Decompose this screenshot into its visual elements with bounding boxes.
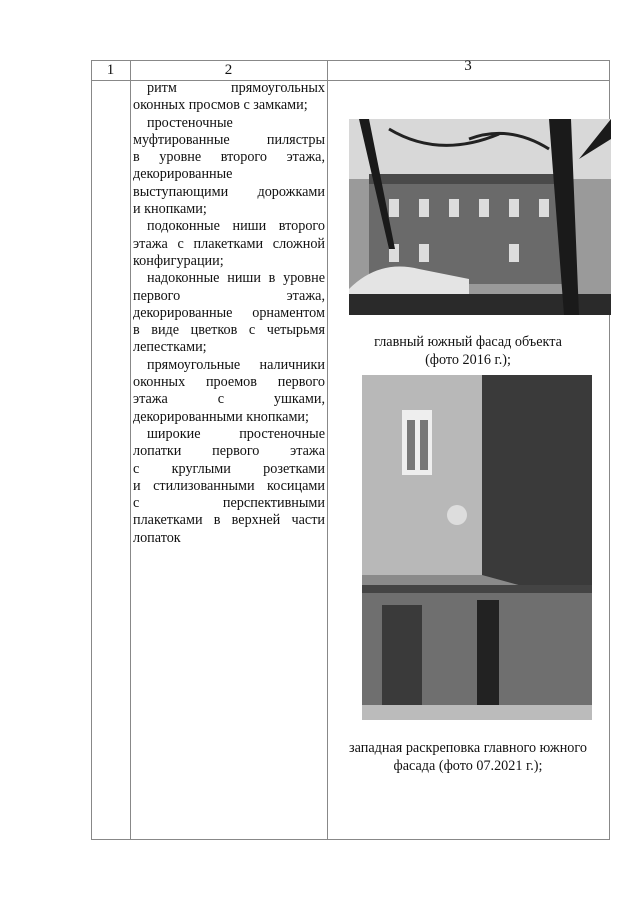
table-border-bottom	[91, 839, 610, 840]
description-line: ритм прямоугольных	[147, 80, 325, 96]
description-line: с круглыми розетками	[133, 460, 325, 477]
description-line: в виде цветков с четырьмя	[133, 322, 325, 339]
architectural-features-description	[133, 80, 325, 547]
photo-1-caption-line-2: (фото 2016 г.);	[425, 351, 511, 368]
description-line: лопатки первого этажа	[133, 443, 325, 460]
description-line: в уровне второго этажа,	[133, 149, 325, 166]
description-line: надоконные ниши в уровне	[147, 270, 325, 287]
description-line: прямоугольные наличники	[147, 356, 325, 373]
description-line: декорированные	[133, 166, 233, 183]
description-line: и стилизованными косицами	[133, 477, 325, 494]
description-line: лепестками;	[133, 339, 207, 356]
description-line: муфтированные пилястры	[133, 131, 325, 148]
description-line: декорированными кнопками;	[133, 408, 309, 425]
description-line: декорированные орнаментом	[133, 304, 325, 321]
description-line: плакетками в верхней части	[133, 512, 325, 529]
description-line: этажа с плакетками сложной	[133, 235, 325, 252]
header-col-3: 3	[464, 58, 472, 74]
photo-south-facade	[349, 119, 611, 315]
description-line: выступающими дорожками	[133, 183, 325, 200]
photo-2-caption-line-2: фасада (фото 07.2021 г.);	[393, 757, 543, 774]
header-col-2: 2	[224, 62, 233, 78]
description-line: с перспективными	[133, 495, 325, 512]
photo-2-caption	[327, 740, 609, 775]
description-line: первого этажа,	[133, 287, 325, 304]
description-line: оконных просмов с замками;	[133, 97, 308, 114]
column-divider-2	[327, 60, 328, 840]
photo-1-caption	[327, 334, 609, 369]
photo-2-caption-line-1: западная раскреповка главного южного	[349, 740, 587, 756]
photo-1-caption-line-1: главный южный фасад объекта	[374, 334, 562, 350]
photo-west-projection	[362, 375, 592, 720]
description-line: этажа с ушками,	[133, 391, 325, 408]
description-line: широкие простеночные	[147, 425, 325, 442]
description-line: и кнопками;	[133, 201, 207, 218]
description-line: простеночные	[147, 114, 233, 131]
description-line: оконных проемов первого	[133, 374, 325, 391]
header-col-1: 1	[106, 62, 115, 78]
description-line: подоконные ниши второго	[147, 218, 325, 235]
description-line: конфигурации;	[133, 252, 224, 269]
table-border-left	[91, 60, 92, 840]
column-divider-1	[130, 60, 131, 840]
description-line: лопаток	[133, 529, 181, 546]
